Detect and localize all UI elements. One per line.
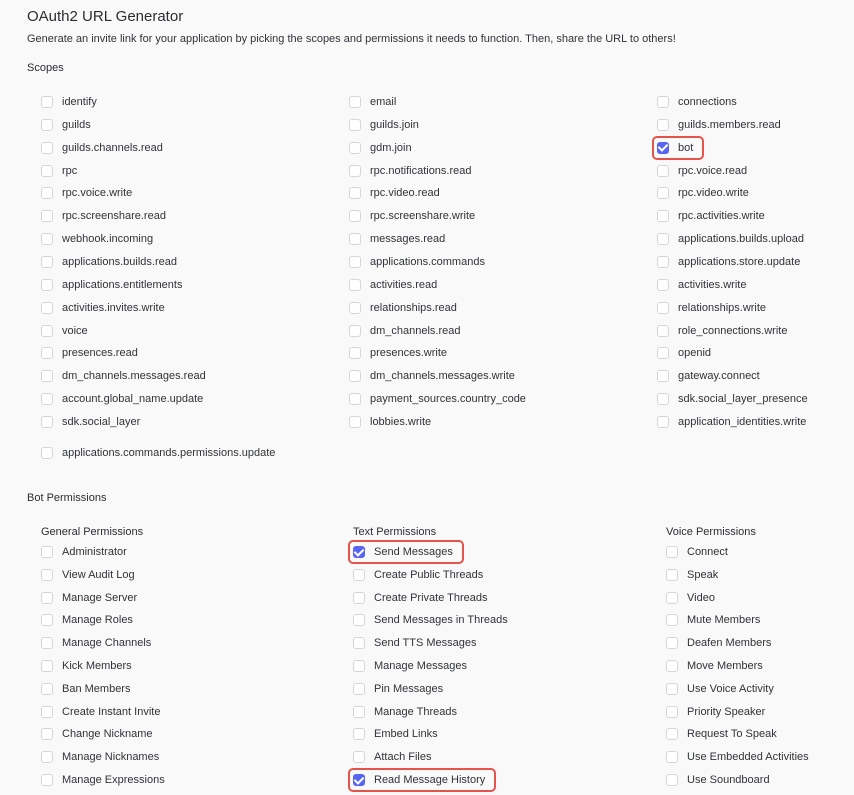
checkbox[interactable] — [349, 370, 361, 382]
scope-label: rpc.activities.write — [678, 210, 765, 223]
permission-view-audit-log[interactable] — [41, 565, 135, 585]
checkbox[interactable] — [41, 279, 53, 291]
scope-role-connections-write[interactable] — [657, 321, 787, 341]
scope-label: rpc.voice.write — [62, 187, 133, 200]
permission-mute-members[interactable] — [666, 610, 760, 630]
permission-label: Manage Server — [62, 591, 138, 604]
permission-use-soundboard[interactable] — [666, 770, 770, 790]
checkbox[interactable] — [41, 187, 53, 199]
scope-label: presences.read — [62, 347, 138, 360]
scope-label: webhook.incoming — [62, 233, 154, 246]
permission-label: Connect — [687, 546, 728, 558]
scope-email[interactable] — [349, 92, 396, 112]
scope-label: guilds.join — [370, 118, 419, 131]
permission-label: View Audit Log — [62, 568, 135, 581]
permission-label: Use Embedded Activities — [687, 751, 809, 764]
permission-label: Use Voice Activity — [687, 682, 774, 695]
permission-label: Administrator — [62, 546, 127, 558]
permission-group-heading: General Permissions — [41, 526, 144, 538]
scope-sdk-social-layer[interactable] — [41, 412, 140, 432]
page-title: OAuth2 URL Generator — [27, 8, 184, 25]
scope-label: presences.write — [370, 347, 448, 360]
checkbox[interactable] — [353, 569, 365, 581]
checkbox[interactable] — [666, 614, 678, 626]
permission-kick-members[interactable] — [41, 656, 132, 676]
permission-send-messages-in-threads[interactable] — [353, 610, 508, 630]
checkbox[interactable] — [657, 119, 669, 131]
permission-administrator[interactable] — [41, 542, 127, 562]
scope-label: payment_sources.country_code — [370, 393, 526, 406]
scope-lobbies-write[interactable] — [349, 412, 431, 432]
checkbox[interactable] — [353, 592, 365, 604]
scope-guilds[interactable] — [41, 115, 91, 135]
permission-label: Manage Roles — [62, 614, 133, 627]
scope-label: activities.read — [370, 278, 438, 291]
checkbox[interactable] — [349, 165, 361, 177]
permission-label: Manage Threads — [374, 705, 457, 718]
permission-manage-nicknames[interactable] — [41, 747, 159, 767]
checkbox[interactable] — [41, 210, 53, 222]
permission-label: Create Instant Invite — [62, 705, 161, 718]
checkbox[interactable] — [349, 210, 361, 222]
scope-label: rpc.screenshare.read — [62, 210, 166, 223]
scope-activities-read[interactable] — [349, 275, 437, 295]
checkbox[interactable] — [666, 728, 678, 740]
checkbox[interactable] — [41, 660, 53, 672]
scope-label: rpc.video.write — [678, 187, 749, 200]
permission-create-instant-invite[interactable] — [41, 702, 160, 722]
permission-move-members[interactable] — [666, 656, 763, 676]
checkbox[interactable] — [41, 416, 53, 428]
checkbox[interactable] — [41, 447, 53, 459]
checkbox[interactable] — [41, 347, 53, 359]
permission-label: Attach Files — [374, 751, 432, 764]
checkbox[interactable] — [657, 142, 669, 154]
checkbox[interactable] — [657, 302, 669, 314]
scope-payment-sources-country-code[interactable] — [349, 389, 526, 409]
scope-label: rpc.video.read — [370, 187, 440, 200]
permission-label: Use Soundboard — [687, 774, 770, 786]
checkbox[interactable] — [657, 325, 669, 337]
scope-account-global-name-update[interactable] — [41, 389, 203, 409]
permission-request-to-speak[interactable] — [666, 724, 777, 744]
checkbox[interactable] — [349, 233, 361, 245]
checkbox[interactable] — [349, 347, 361, 359]
permission-manage-messages[interactable] — [353, 656, 467, 676]
scope-label: applications.builds.read — [62, 255, 177, 268]
permission-pin-messages[interactable] — [353, 679, 443, 699]
scope-label: account.global_name.update — [62, 393, 204, 406]
permission-manage-channels[interactable] — [41, 633, 151, 653]
scope-rpc-screenshare-write[interactable] — [349, 206, 475, 226]
checkbox[interactable] — [666, 706, 678, 718]
checkbox[interactable] — [41, 302, 53, 314]
permission-label: Read Message History — [374, 774, 486, 786]
checkbox[interactable] — [657, 416, 669, 428]
permission-label: Priority Speaker — [687, 705, 766, 718]
scope-sdk-social-layer-presence[interactable] — [657, 389, 808, 409]
permission-label: Manage Expressions — [62, 774, 165, 786]
scope-label: connections — [678, 96, 737, 108]
scope-application-identities-write[interactable] — [657, 412, 806, 432]
checkbox[interactable] — [41, 142, 53, 154]
scope-label: dm_channels.read — [370, 324, 461, 337]
scope-label: relationships.read — [370, 301, 457, 314]
scope-applications-builds-upload[interactable] — [657, 229, 804, 249]
permission-label: Mute Members — [687, 614, 761, 627]
checkbox[interactable] — [666, 683, 678, 695]
permission-send-messages[interactable] — [353, 542, 453, 562]
scope-label: rpc.screenshare.write — [370, 210, 476, 223]
permission-label: Deafen Members — [687, 637, 772, 650]
scope-label: dm_channels.messages.read — [62, 370, 206, 383]
scope-label: email — [370, 96, 397, 108]
checkbox[interactable] — [666, 660, 678, 672]
scope-applications-commands[interactable] — [349, 252, 485, 272]
checkbox[interactable] — [657, 210, 669, 222]
checkbox[interactable] — [41, 614, 53, 626]
permission-label: Kick Members — [62, 660, 132, 672]
permission-label: Manage Nicknames — [62, 751, 160, 764]
checkbox[interactable] — [349, 302, 361, 314]
permission-priority-speaker[interactable] — [666, 702, 765, 722]
scope-rpc-voice-read[interactable] — [657, 161, 747, 181]
scope-label: applications.commands — [370, 255, 485, 268]
permission-label: Move Members — [687, 660, 763, 672]
permission-use-voice-activity[interactable] — [666, 679, 774, 699]
checkbox[interactable] — [353, 660, 365, 672]
permission-label: Embed Links — [374, 728, 438, 741]
checkbox[interactable] — [353, 751, 365, 763]
permission-speak[interactable] — [666, 565, 718, 585]
checkbox[interactable] — [41, 233, 53, 245]
checkbox[interactable] — [666, 637, 678, 649]
checkbox[interactable] — [349, 416, 361, 428]
checkbox[interactable] — [41, 325, 53, 337]
scope-applications-commands-permissions-update[interactable] — [41, 443, 275, 463]
checkbox[interactable] — [41, 592, 53, 604]
checkbox[interactable] — [657, 96, 669, 108]
permission-label: Send TTS Messages — [374, 637, 477, 650]
scope-label: activities.invites.write — [62, 301, 165, 314]
permission-manage-threads[interactable] — [353, 702, 457, 722]
scopes-heading: Scopes — [27, 62, 64, 74]
scope-applications-builds-read[interactable] — [41, 252, 177, 272]
checkbox[interactable] — [41, 706, 53, 718]
permission-embed-links[interactable] — [353, 724, 438, 744]
scope-label: rpc.notifications.read — [370, 164, 472, 177]
checkbox[interactable] — [657, 279, 669, 291]
permission-manage-server[interactable] — [41, 588, 137, 608]
checkbox[interactable] — [41, 546, 53, 558]
scope-label: sdk.social_layer_presence — [678, 393, 808, 406]
scope-label: relationships.write — [678, 301, 767, 314]
permission-ban-members[interactable] — [41, 679, 130, 699]
scope-label: messages.read — [370, 233, 446, 246]
checkbox[interactable] — [657, 347, 669, 359]
checkbox[interactable] — [41, 393, 53, 405]
checkbox[interactable] — [41, 774, 53, 786]
scope-rpc-notifications-read[interactable] — [349, 161, 472, 181]
checkbox[interactable] — [353, 774, 365, 786]
scope-label: applications.entitlements — [62, 278, 183, 291]
scope-label: voice — [62, 324, 88, 337]
permission-create-private-threads[interactable] — [353, 588, 488, 608]
checkbox[interactable] — [349, 256, 361, 268]
checkbox[interactable] — [349, 96, 361, 108]
scope-gdm-join[interactable] — [349, 138, 412, 158]
page-subtitle: Generate an invite link for your application by picking the scopes and permissions it needs to function. Then, share the URL to others! — [27, 33, 676, 45]
permission-label: Manage Channels — [62, 637, 152, 650]
checkbox[interactable] — [353, 546, 365, 558]
scope-label: applications.commands.permissions.update — [62, 447, 276, 459]
checkbox[interactable] — [349, 187, 361, 199]
scope-guilds-channels-read[interactable] — [41, 138, 163, 158]
checkbox[interactable] — [349, 119, 361, 131]
permission-group-heading: Voice Permissions — [666, 526, 756, 538]
scope-rpc-screenshare-read[interactable] — [41, 206, 166, 226]
permission-label: Video — [687, 591, 715, 604]
scope-activities-invites-write[interactable] — [41, 298, 165, 318]
checkbox[interactable] — [657, 256, 669, 268]
checkbox[interactable] — [353, 614, 365, 626]
scope-guilds-join[interactable] — [349, 115, 419, 135]
scope-label: rpc.voice.read — [678, 164, 748, 177]
bot-permissions-heading: Bot Permissions — [27, 492, 107, 504]
scope-label: bot — [678, 141, 694, 154]
checkbox[interactable] — [41, 728, 53, 740]
checkbox[interactable] — [353, 728, 365, 740]
scope-applications-store-update[interactable] — [657, 252, 800, 272]
scope-identify[interactable] — [41, 92, 97, 112]
permission-use-embedded-activities[interactable] — [666, 747, 809, 767]
scope-presences-write[interactable] — [349, 343, 447, 363]
scope-label: sdk.social_layer — [62, 415, 141, 428]
checkbox[interactable] — [349, 142, 361, 154]
scope-connections[interactable] — [657, 92, 737, 112]
permission-deafen-members[interactable] — [666, 633, 771, 653]
checkbox[interactable] — [349, 325, 361, 337]
checkbox[interactable] — [666, 774, 678, 786]
permission-manage-expressions[interactable] — [41, 770, 165, 790]
scope-rpc[interactable] — [41, 161, 77, 181]
permission-read-message-history[interactable] — [353, 770, 485, 790]
scope-label: gateway.connect — [678, 370, 760, 383]
scope-label: rpc — [62, 164, 78, 177]
checkbox[interactable] — [41, 165, 53, 177]
checkbox[interactable] — [353, 637, 365, 649]
scope-relationships-read[interactable] — [349, 298, 457, 318]
scope-label: role_connections.write — [678, 324, 788, 337]
checkbox[interactable] — [657, 187, 669, 199]
scope-label: openid — [678, 347, 712, 360]
scope-label: guilds — [62, 118, 91, 131]
checkbox[interactable] — [353, 706, 365, 718]
scope-applications-entitlements[interactable] — [41, 275, 182, 295]
scope-activities-write[interactable] — [657, 275, 746, 295]
scope-dm-channels-messages-write[interactable] — [349, 366, 515, 386]
permission-label: Request To Speak — [687, 728, 777, 741]
scope-rpc-activities-write[interactable] — [657, 206, 765, 226]
permission-label: Create Public Threads — [374, 568, 484, 581]
permission-manage-roles[interactable] — [41, 610, 133, 630]
permission-label: Ban Members — [62, 682, 131, 695]
scope-rpc-video-read[interactable] — [349, 183, 440, 203]
scope-webhook-incoming[interactable] — [41, 229, 153, 249]
checkbox[interactable] — [657, 393, 669, 405]
checkbox[interactable] — [41, 119, 53, 131]
scope-relationships-write[interactable] — [657, 298, 766, 318]
scope-label: gdm.join — [370, 141, 412, 154]
checkbox[interactable] — [41, 96, 53, 108]
scope-presences-read[interactable] — [41, 343, 138, 363]
scope-label: lobbies.write — [370, 415, 432, 428]
checkbox[interactable] — [353, 683, 365, 695]
scope-openid[interactable] — [657, 343, 711, 363]
checkbox[interactable] — [666, 592, 678, 604]
checkbox[interactable] — [657, 370, 669, 382]
permission-label: Speak — [687, 568, 719, 581]
checkbox[interactable] — [657, 233, 669, 245]
permission-label: Send Messages in Threads — [374, 614, 508, 627]
checkbox[interactable] — [666, 546, 678, 558]
scope-voice[interactable] — [41, 321, 88, 341]
scope-label: guilds.members.read — [678, 118, 781, 131]
scope-gateway-connect[interactable] — [657, 366, 760, 386]
permission-change-nickname[interactable] — [41, 724, 153, 744]
scope-dm-channels-read[interactable] — [349, 321, 461, 341]
permission-group-heading: Text Permissions — [353, 526, 437, 538]
checkbox[interactable] — [349, 279, 361, 291]
permission-label: Manage Messages — [374, 660, 467, 672]
permission-label: Change Nickname — [62, 728, 153, 741]
scope-guilds-members-read[interactable] — [657, 115, 781, 135]
scope-rpc-voice-write[interactable] — [41, 183, 132, 203]
checkbox[interactable] — [41, 637, 53, 649]
checkbox[interactable] — [41, 683, 53, 695]
scope-label: guilds.channels.read — [62, 141, 163, 154]
checkbox[interactable] — [349, 393, 361, 405]
checkbox[interactable] — [41, 569, 53, 581]
scope-label: dm_channels.messages.write — [370, 370, 515, 383]
scope-label: activities.write — [678, 278, 747, 291]
permission-label: Create Private Threads — [374, 591, 488, 604]
permission-label: Send Messages — [374, 546, 453, 558]
permission-send-tts-messages[interactable] — [353, 633, 477, 653]
scope-messages-read[interactable] — [349, 229, 445, 249]
permission-video[interactable] — [666, 588, 715, 608]
permission-connect[interactable] — [666, 542, 728, 562]
checkbox[interactable] — [666, 569, 678, 581]
scope-dm-channels-messages-read[interactable] — [41, 366, 206, 386]
permission-attach-files[interactable] — [353, 747, 431, 767]
scope-label: identify — [62, 96, 97, 108]
permission-create-public-threads[interactable] — [353, 565, 483, 585]
permission-label: Pin Messages — [374, 682, 444, 695]
checkbox[interactable] — [41, 256, 53, 268]
checkbox[interactable] — [657, 165, 669, 177]
checkbox[interactable] — [666, 751, 678, 763]
scope-label: applications.builds.upload — [678, 233, 804, 246]
checkbox[interactable] — [41, 751, 53, 763]
scope-rpc-video-write[interactable] — [657, 183, 749, 203]
scope-label: application_identities.write — [678, 415, 807, 428]
checkbox[interactable] — [41, 370, 53, 382]
scope-bot[interactable] — [657, 138, 693, 158]
scope-label: applications.store.update — [678, 255, 801, 268]
